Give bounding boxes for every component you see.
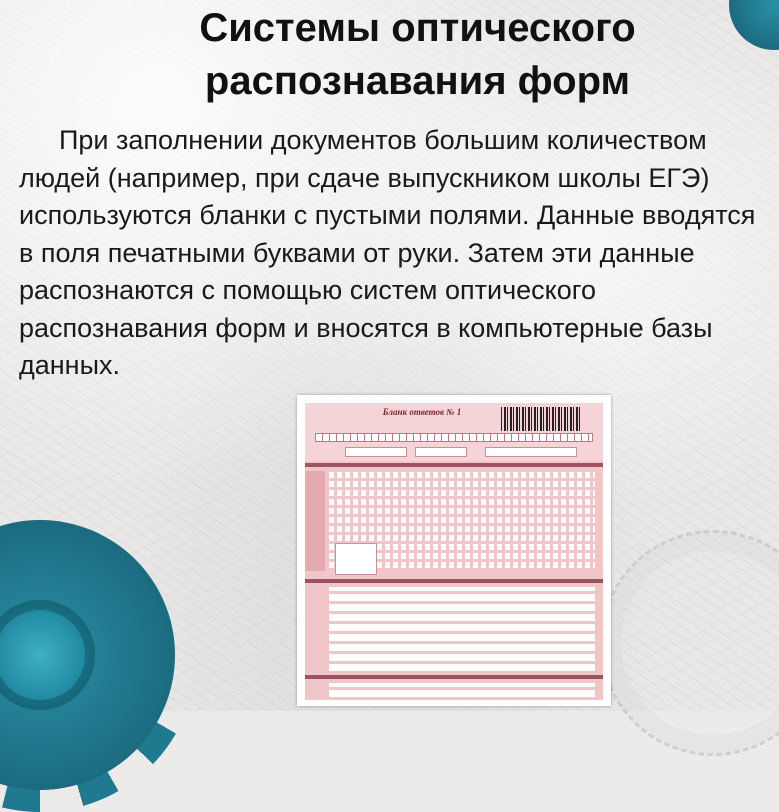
answer-sheet-option-grid <box>385 543 595 571</box>
answer-sheet-form <box>305 403 603 700</box>
answer-sheet-image <box>297 395 611 706</box>
answer-sheet-answer-rows <box>329 587 595 671</box>
answer-sheet-field <box>415 447 467 457</box>
answer-sheet-divider <box>305 675 603 679</box>
answer-sheet-header <box>305 403 603 461</box>
barcode-icon <box>501 407 581 431</box>
answer-sheet-divider <box>305 579 603 583</box>
answer-sheet-divider <box>305 463 603 467</box>
answer-sheet-instructions <box>335 543 377 575</box>
answer-sheet-title: Бланк ответов № 1 <box>382 407 462 417</box>
answer-sheet-field <box>345 447 407 457</box>
slide-title: Системы оптического распознавания форм <box>199 6 636 103</box>
answer-sheet-field <box>485 447 577 457</box>
answer-sheet-char-sample <box>315 433 593 442</box>
answer-sheet-replacement-rows <box>329 683 595 697</box>
gear-hub <box>0 600 95 710</box>
slide-paragraph: При заполнении документов большим количеством людей (например, при сдаче выпускником школы ЕГЭ) используются бланки с пустыми полями. Данные вводятся в поля печатными буквами от руки. Затем эти данные распознаются с помощью систем оптического распознавания форм и вносятся в компьютерные базы данных. <box>19 125 756 380</box>
answer-sheet-side-column <box>305 471 325 571</box>
